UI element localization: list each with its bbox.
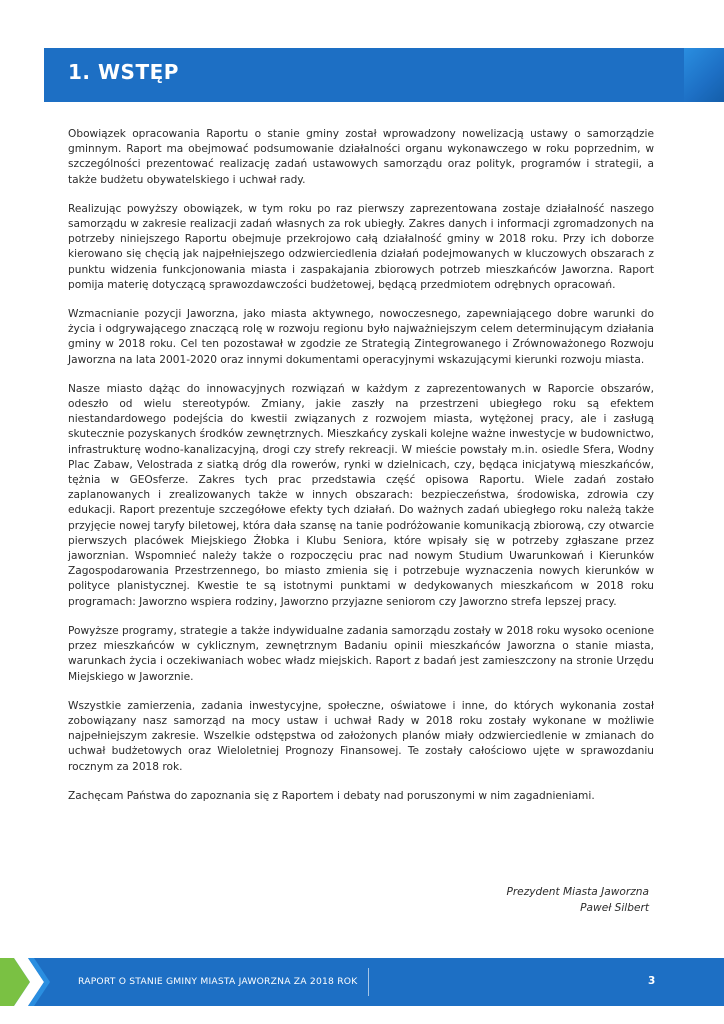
signature-block (506, 884, 649, 916)
signature-role: Prezydent Miasta Jaworzna (506, 886, 649, 898)
paragraph: Wzmacnianie pozycji Jaworzna, jako miasta aktywnego, nowoczesnego, zapewniającego dobre warunki do życia i odgrywającego znaczącą rolę w rozwoju regionu było najważniejszym celem determinującym działania gminy w 2018 roku. Cel ten pozostawał w zgodzie ze Strategią Zintegrowanego i Zrównoważonego Rozwoju Jaworzna na lata 2001-2020 oraz innymi dokumentami operacyjnymi wskazującymi kierunki rozwoju miasta. (68, 308, 654, 366)
paragraph: Zachęcam Państwa do zapoznania się z Raportem i debaty nad poruszonymi w nim zagadnieniami. (68, 789, 595, 802)
paragraph: Powyższe programy, strategie a także indywidualne zadania samorządu zostały w 2018 roku wysoko ocenione przez mieszkańców w cyklicznym, zewnętrznym Badaniu opinii mieszkańców Jaworzna o stanie miasta, warunkach życia i oczekiwaniach wobec władz miejskich. Raport z badań jest zamieszczony na stronie Urzędu Miejskiego w Jaworznie. (68, 624, 654, 683)
paragraph: Obowiązek opracowania Raportu o stanie gminy został wprowadzony nowelizacją ustawy o samorządzie gminnym. Raport ma obejmować podsumowanie działalności organu wykonawczego w roku poprzednim, w szczególności prezentować realizację zadań ustawowych samorządu oraz polityk, programów i strategii, a także budżetu obywatelskiego i uchwał rady. (68, 128, 654, 186)
paragraph: Nasze miasto dążąc do innowacyjnych rozwiązań w każdym z zaprezentowanych w Raporcie obszarów, odeszło od wielu stereotypów. Zmiany, jakie zaszły na przestrzeni ubiegłego roku są efektem niestandardowego podejścia do kwestii związanych z rozwojem miasta, wytężonej pracy, ale i zasługą skutecznie pozyskanych środków zewnętrznych. Mieszkańcy zyskali kolejne ważne inwestycje w budownictwo, infrastrukturę wodno-kanalizacyjną, drogi czy strefy rekreacji. W mieście powstały m.in. osiedle Sfera, Wodny Plac Zabaw, Velostrada z siatką dróg dla rowerów, rynki w dzielnicach, czy, będąca inicjatywą mieszkańców, tężnia w GEOsferze. Zakres tych prac przedstawia część opisowa Raportu. Wiele zadań zostało zaplanowanych i zrealizowanych także w innych obszarach: bezpieczeństwa, środowiska, zdrowia czy edukacji. Raport prezentuje szczegółowe efekty tych działań. Do ważnych zadań ubiegłego roku należą także przyjęcie nowej taryfy biletowej, która dała szansę na tanie podróżowanie komunikacją zbiorową, czy otwarcie pierwszych placówek Miejskiego Żłobka i Klubu Seniora, które wpisały się w potrzeby zgłaszane przez jaworznian. Wspomnieć należy także o rozpoczęciu prac nad nowym Studium Uwarunkowań i Kierunków Zagospodarowania Przestrzennego, bo miasto zmienia się i potrzebuje wyznaczenia nowych kierunków w polityce planistycznej. Kwestie te są istotnymi punktami w dedykowanych mieszkańcom w 2018 roku programach: Jaworzno wspiera rodziny, Jaworzno przyjazne seniorom czy Jaworzno strefa lepszej pracy. (68, 382, 655, 608)
page-number: 3 (648, 975, 656, 987)
paragraph: Wszystkie zamierzenia, zadania inwestycyjne, społeczne, oświatowe i inne, do których wykonania został zobowiązany nasz samorząd na mocy ustaw i uchwał Rady w 2018 roku zostały wykonane w możliwie najpełniejszym zakresie. Wszelkie odstępstwa od założonych planów miały odzwierciedlenie w zmianach do uchwał budżetowych oraz Wieloletniej Prognozy Finansowej. Te zostały całościowo ujęte w sprawozdaniu rocznym za 2018 rok. (68, 699, 654, 773)
signature-name: Paweł Silbert (580, 902, 649, 914)
chevron-logo-icon (0, 958, 54, 1006)
footer-title: RAPORT O STANIE GMINY MIASTA JAWORZNA ZA 2018 ROK (78, 976, 358, 987)
body-text (68, 127, 654, 818)
section-title: 1. WSTĘP (68, 60, 179, 84)
paragraph: Realizując powyższy obowiązek, w tym roku po raz pierwszy zaprezentowana zostaje działalność naszego samorządu w zakresie realizacji zadań własnych za rok ubiegły. Zakres danych i informacji zgromadzonych na potrzeby niniejszego Raportu obejmuje przekrojowo całą działalność gminy w 2018 roku. Przy ich doborze kierowano się chęcią jak najpełniejszego odzwierciedlenia działań podejmowanych w kluczowych obszarach z punktu widzenia funkcjonowania miasta i zaspakajania zbiorowych potrzeb mieszkańców Jaworzna. Raport pomija materię dotyczącą sprawozdawczości budżetowej, będącą przedmiotem odrębnych opracowań. (68, 202, 654, 291)
header-accent-block (684, 48, 724, 102)
footer-divider (368, 968, 369, 996)
